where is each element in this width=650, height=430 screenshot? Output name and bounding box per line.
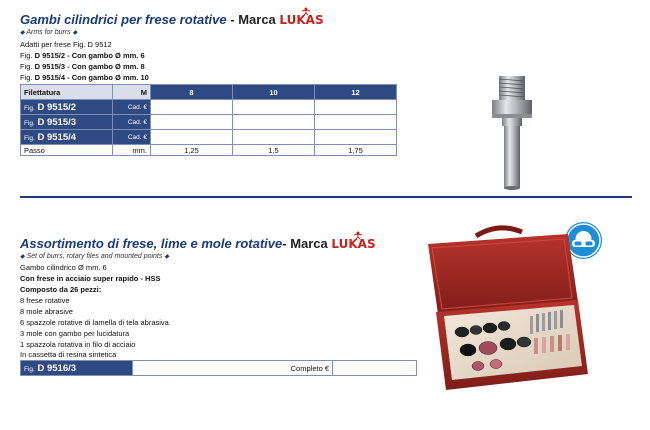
header-label: Filettatura xyxy=(21,85,113,100)
table-row xyxy=(21,130,397,145)
section1-title-row xyxy=(20,12,324,27)
section1-line-text: D 9515/4 - Con gambo Ø mm. 10 xyxy=(34,73,149,82)
table-row xyxy=(21,115,397,130)
section2-line: Gambo cilindrico Ø mm. 6 xyxy=(20,263,107,272)
section2-brand-logo xyxy=(331,237,375,251)
pitch-value: 1,75 xyxy=(315,145,397,156)
lukas-figure-icon xyxy=(353,231,363,239)
price-cell xyxy=(315,130,397,145)
header-unit: M xyxy=(113,85,151,100)
section1-line: Adatti per frese Fig. D 9512 xyxy=(20,40,112,49)
section1-subtitle-row xyxy=(20,29,77,36)
section2-title: Assortimento di frese, lime e mole rotative xyxy=(20,236,283,251)
price-cell xyxy=(333,361,417,376)
price-cell xyxy=(151,115,233,130)
section1-brand-logo xyxy=(279,13,323,27)
price-cell xyxy=(233,100,315,115)
lukas-figure-icon xyxy=(301,7,311,15)
fig-prefix: Fig. xyxy=(24,104,35,112)
section1-line xyxy=(20,62,145,71)
section1-line-text: D 9515/2 - Con gambo Ø mm. 6 xyxy=(34,51,145,60)
table-header-row xyxy=(21,85,397,100)
price-cell xyxy=(233,130,315,145)
section2-subtitle-row xyxy=(20,253,169,260)
header-col: 12 xyxy=(315,85,397,100)
section2-line: Composto da 26 pezzi: xyxy=(20,285,102,294)
product-code-cell xyxy=(21,100,113,115)
section1-price-table xyxy=(20,84,397,156)
pitch-value: 1,5 xyxy=(233,145,315,156)
product-code-cell xyxy=(21,115,113,130)
price-cell xyxy=(315,100,397,115)
pitch-unit: mm. xyxy=(113,145,151,156)
price-unit: Cad. € xyxy=(113,130,151,145)
section2-brand-word: - Marca xyxy=(282,236,328,251)
fig-prefix: Fig. xyxy=(24,134,35,142)
table-row xyxy=(21,100,397,115)
product-code-cell xyxy=(21,130,113,145)
section1-line-text: D 9515/3 - Con gambo Ø mm. 8 xyxy=(34,62,145,71)
adapter-arbor-image xyxy=(482,70,542,195)
price-cell xyxy=(233,115,315,130)
fig-prefix: Fig. xyxy=(24,365,35,373)
product-code: D 9515/3 xyxy=(37,116,77,128)
header-col: 8 xyxy=(151,85,233,100)
section2-title-row xyxy=(20,236,376,251)
section2-line: Con frese in acciaio super rapido - HSS xyxy=(20,274,161,283)
section2-line: 6 spazzole rotative di lamella di tela abrasiva xyxy=(20,318,169,327)
price-cell xyxy=(151,100,233,115)
fig-prefix: Fig. xyxy=(20,73,33,82)
burr-set-case-image xyxy=(418,224,590,396)
section2-subtitle: Set of burrs, rotary files and mounted points xyxy=(26,253,163,260)
header-col: 10 xyxy=(233,85,315,100)
pitch-row xyxy=(21,145,397,156)
section2-line: 8 frese rotative xyxy=(20,296,70,305)
pitch-value: 1,25 xyxy=(151,145,233,156)
price-unit: Cad. € xyxy=(113,100,151,115)
section2-line: 3 mole con gambo per lucidatura xyxy=(20,329,130,338)
section2-line: 8 mole abrasive xyxy=(20,307,73,316)
section2-line: 1 spazzola rotativa in filo di acciaio xyxy=(20,340,136,349)
section1-line xyxy=(20,51,145,60)
fig-prefix: Fig. xyxy=(24,119,35,127)
section1-brand-word: - Marca xyxy=(230,12,276,27)
section-divider xyxy=(20,196,632,198)
section1-title: Gambi cilindrici per frese rotative xyxy=(20,12,227,27)
diamond-icon: ◆ xyxy=(20,30,25,36)
section1-subtitle: Arms for burrs xyxy=(26,29,71,36)
fig-prefix: Fig. xyxy=(20,62,33,71)
price-cell xyxy=(315,115,397,130)
table-row xyxy=(21,361,417,376)
section2-line: In cassetta di resina sintetica xyxy=(20,350,117,359)
price-unit: Cad. € xyxy=(113,115,151,130)
diamond-icon: ◆ xyxy=(20,254,25,260)
section2-price-table xyxy=(20,360,417,376)
pitch-label: Passo xyxy=(21,145,113,156)
product-code-cell xyxy=(21,361,133,376)
complete-label: Completo € xyxy=(133,361,333,376)
diamond-icon: ◆ xyxy=(164,254,169,260)
product-code: D 9516/3 xyxy=(37,362,77,374)
section2-brand-logo-text: LUKAS xyxy=(331,237,376,251)
fig-prefix: Fig. xyxy=(20,51,33,60)
product-code: D 9515/4 xyxy=(37,131,77,143)
product-code: D 9515/2 xyxy=(37,101,77,113)
diamond-icon: ◆ xyxy=(72,30,78,36)
price-cell xyxy=(151,130,233,145)
section1-brand-logo-text: LUKAS xyxy=(279,13,324,27)
section1-line xyxy=(20,73,149,82)
